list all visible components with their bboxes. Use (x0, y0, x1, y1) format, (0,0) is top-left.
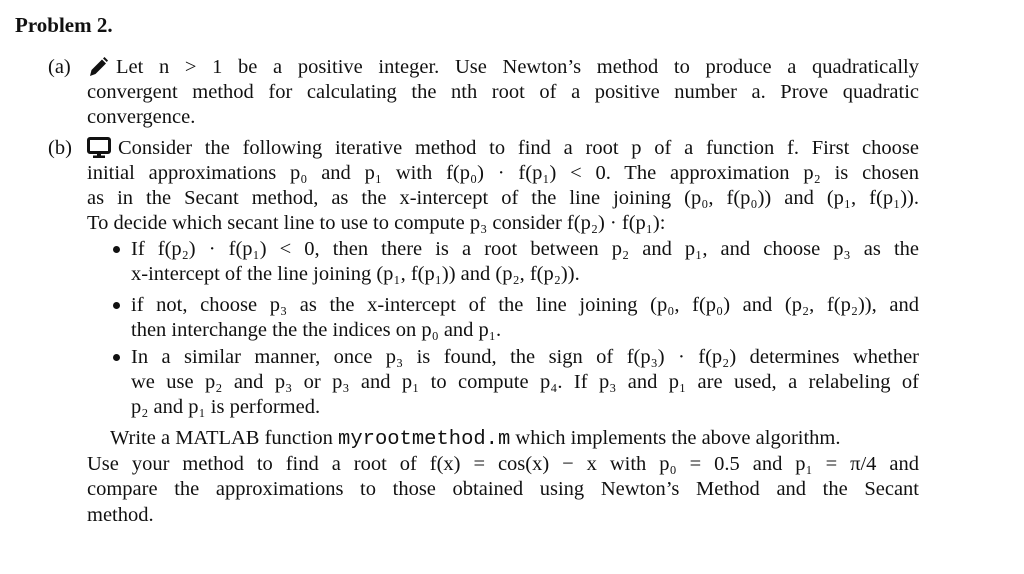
bullet-line: If f(p₂) · f(p₁) < 0, then there is a root between p₂ and p₁, and choose p₃ as the (131, 238, 919, 260)
instruction-text: Write a MATLAB function (110, 427, 339, 449)
part-a-line: convergence. (87, 106, 196, 128)
part-b-line: Consider the following iterative method to find a root p of a function f. First choose (118, 137, 919, 159)
final-line: compare the approximations to those obtained using Newton’s Method and the Secant (87, 478, 919, 500)
pencil-icon (88, 56, 108, 78)
instruction-text: which implements the above algorithm. (510, 427, 841, 449)
final-line: Use your method to find a root of f(x) = cos(x) − x with p₀ = 0.5 and p₁ = π/4 and (87, 453, 919, 475)
bullet-line: p₂ and p₁ is performed. (131, 396, 321, 418)
bullet-marker (113, 246, 120, 253)
part-a-line: convergent method for calculating the nth root of a positive number a. Prove quadratic (87, 81, 919, 103)
part-b-line: as in the Secant method, as the x-intercept of the line joining (p₀, f(p₀)) and (p₁, f(p₁)). (87, 187, 919, 209)
part-b-label: (b) (48, 137, 72, 159)
part-a-label: (a) (48, 56, 71, 78)
part-b-line: initial approximations p₀ and p₁ with f(p₀) · f(p₁) < 0. The approximation p₂ is chosen (87, 162, 919, 184)
bullet-line: then interchange the the indices on p₀ and p₁. (131, 319, 502, 341)
problem-title: Problem 2. (15, 13, 113, 37)
bullet-marker (113, 354, 120, 361)
monitor-icon (87, 137, 111, 159)
bullet-line: x-intercept of the line joining (p₁, f(p₁)) and (p₂, f(p₂)). (131, 263, 580, 285)
matlab-instruction (110, 426, 840, 450)
bullet-line: In a similar manner, once p₃ is found, the sign of f(p₃) · f(p₂) determines whether (131, 346, 919, 368)
bullet-line: we use p₂ and p₃ or p₃ and p₁ to compute p₄. If p₃ and p₁ are used, a relabeling of (131, 371, 919, 393)
bullet-marker (113, 302, 120, 309)
bullet-line: if not, choose p₃ as the x-intercept of the line joining (p₀, f(p₀) and (p₂, f(p₂)), and (131, 294, 919, 316)
part-b-line: To decide which secant line to use to compute p₃ consider f(p₂) · f(p₁): (87, 212, 666, 234)
function-filename: myrootmethod.m (338, 428, 511, 451)
final-line: method. (87, 504, 154, 526)
part-a-line: Let n > 1 be a positive integer. Use Newton’s method to produce a quadratically (116, 56, 919, 78)
